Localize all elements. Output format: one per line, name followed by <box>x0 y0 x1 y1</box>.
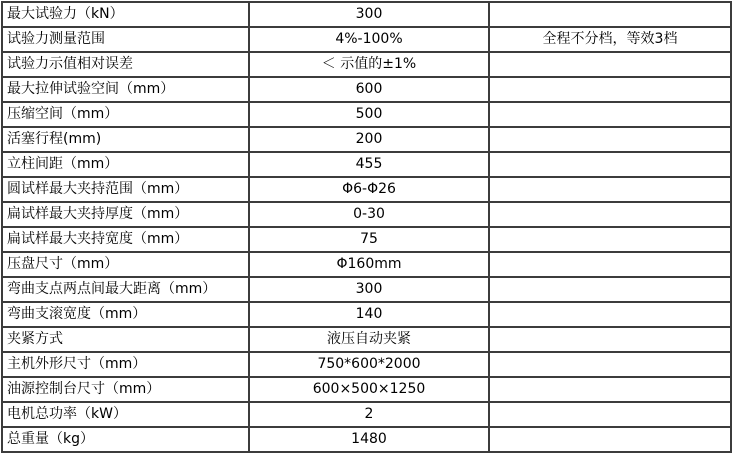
spec-note <box>489 52 731 77</box>
spec-value: 600×500×1250 <box>249 377 489 402</box>
spec-parameter-label: 电机总功率（kW） <box>2 402 249 427</box>
spec-parameter-label: 最大试验力（kN） <box>2 2 249 27</box>
spec-table <box>1 1 732 453</box>
spec-value: 140 <box>249 302 489 327</box>
spec-note: 全程不分档，等效3档 <box>489 27 731 52</box>
spec-note <box>489 427 731 452</box>
table-row <box>2 377 731 402</box>
table-row <box>2 77 731 102</box>
spec-note <box>489 227 731 252</box>
spec-value: 200 <box>249 127 489 152</box>
table-row <box>2 2 731 27</box>
spec-note <box>489 277 731 302</box>
spec-parameter-label: 弯曲支滚宽度（mm） <box>2 302 249 327</box>
spec-note <box>489 177 731 202</box>
spec-note <box>489 77 731 102</box>
spec-parameter-label: 压盘尺寸（mm） <box>2 252 249 277</box>
spec-parameter-label: 立柱间距（mm） <box>2 152 249 177</box>
spec-value: 455 <box>249 152 489 177</box>
spec-parameter-label: 总重量（kg） <box>2 427 249 452</box>
spec-value: 500 <box>249 102 489 127</box>
spec-value: 300 <box>249 277 489 302</box>
spec-note <box>489 352 731 377</box>
table-row <box>2 252 731 277</box>
spec-value: 75 <box>249 227 489 252</box>
spec-note <box>489 152 731 177</box>
spec-table-body <box>2 2 731 452</box>
spec-parameter-label: 试验力测量范围 <box>2 27 249 52</box>
table-row <box>2 27 731 52</box>
spec-parameter-label: 试验力示值相对误差 <box>2 52 249 77</box>
table-row <box>2 327 731 352</box>
spec-parameter-label: 油源控制台尺寸（mm） <box>2 377 249 402</box>
spec-value: 600 <box>249 77 489 102</box>
table-row <box>2 102 731 127</box>
table-row <box>2 352 731 377</box>
spec-parameter-label: 圆试样最大夹持范围（mm） <box>2 177 249 202</box>
spec-parameter-label: 夹紧方式 <box>2 327 249 352</box>
spec-value: 1480 <box>249 427 489 452</box>
spec-parameter-label: 扁试样最大夹持厚度（mm） <box>2 202 249 227</box>
spec-value: ＜ 示值的±1% <box>249 52 489 77</box>
spec-parameter-label: 扁试样最大夹持宽度（mm） <box>2 227 249 252</box>
spec-parameter-label: 压缩空间（mm） <box>2 102 249 127</box>
table-row <box>2 52 731 77</box>
spec-value: 0-30 <box>249 202 489 227</box>
table-row <box>2 402 731 427</box>
table-row <box>2 277 731 302</box>
spec-parameter-label: 弯曲支点两点间最大距离（mm） <box>2 277 249 302</box>
table-row <box>2 427 731 452</box>
spec-note <box>489 302 731 327</box>
spec-parameter-label: 最大拉伸试验空间（mm） <box>2 77 249 102</box>
table-row <box>2 177 731 202</box>
spec-note <box>489 127 731 152</box>
spec-parameter-label: 主机外形尺寸（mm） <box>2 352 249 377</box>
spec-note <box>489 2 731 27</box>
spec-value: 300 <box>249 2 489 27</box>
table-row <box>2 202 731 227</box>
spec-note <box>489 377 731 402</box>
spec-note <box>489 102 731 127</box>
table-row <box>2 227 731 252</box>
spec-value: 4%-100% <box>249 27 489 52</box>
spec-value: 液压自动夹紧 <box>249 327 489 352</box>
spec-value: 750*600*2000 <box>249 352 489 377</box>
spec-value: Φ160mm <box>249 252 489 277</box>
table-row <box>2 302 731 327</box>
spec-note <box>489 327 731 352</box>
table-row <box>2 152 731 177</box>
spec-note <box>489 402 731 427</box>
spec-value: 2 <box>249 402 489 427</box>
spec-parameter-label: 活塞行程(mm) <box>2 127 249 152</box>
spec-note <box>489 202 731 227</box>
spec-note <box>489 252 731 277</box>
table-row <box>2 127 731 152</box>
spec-value: Φ6-Φ26 <box>249 177 489 202</box>
